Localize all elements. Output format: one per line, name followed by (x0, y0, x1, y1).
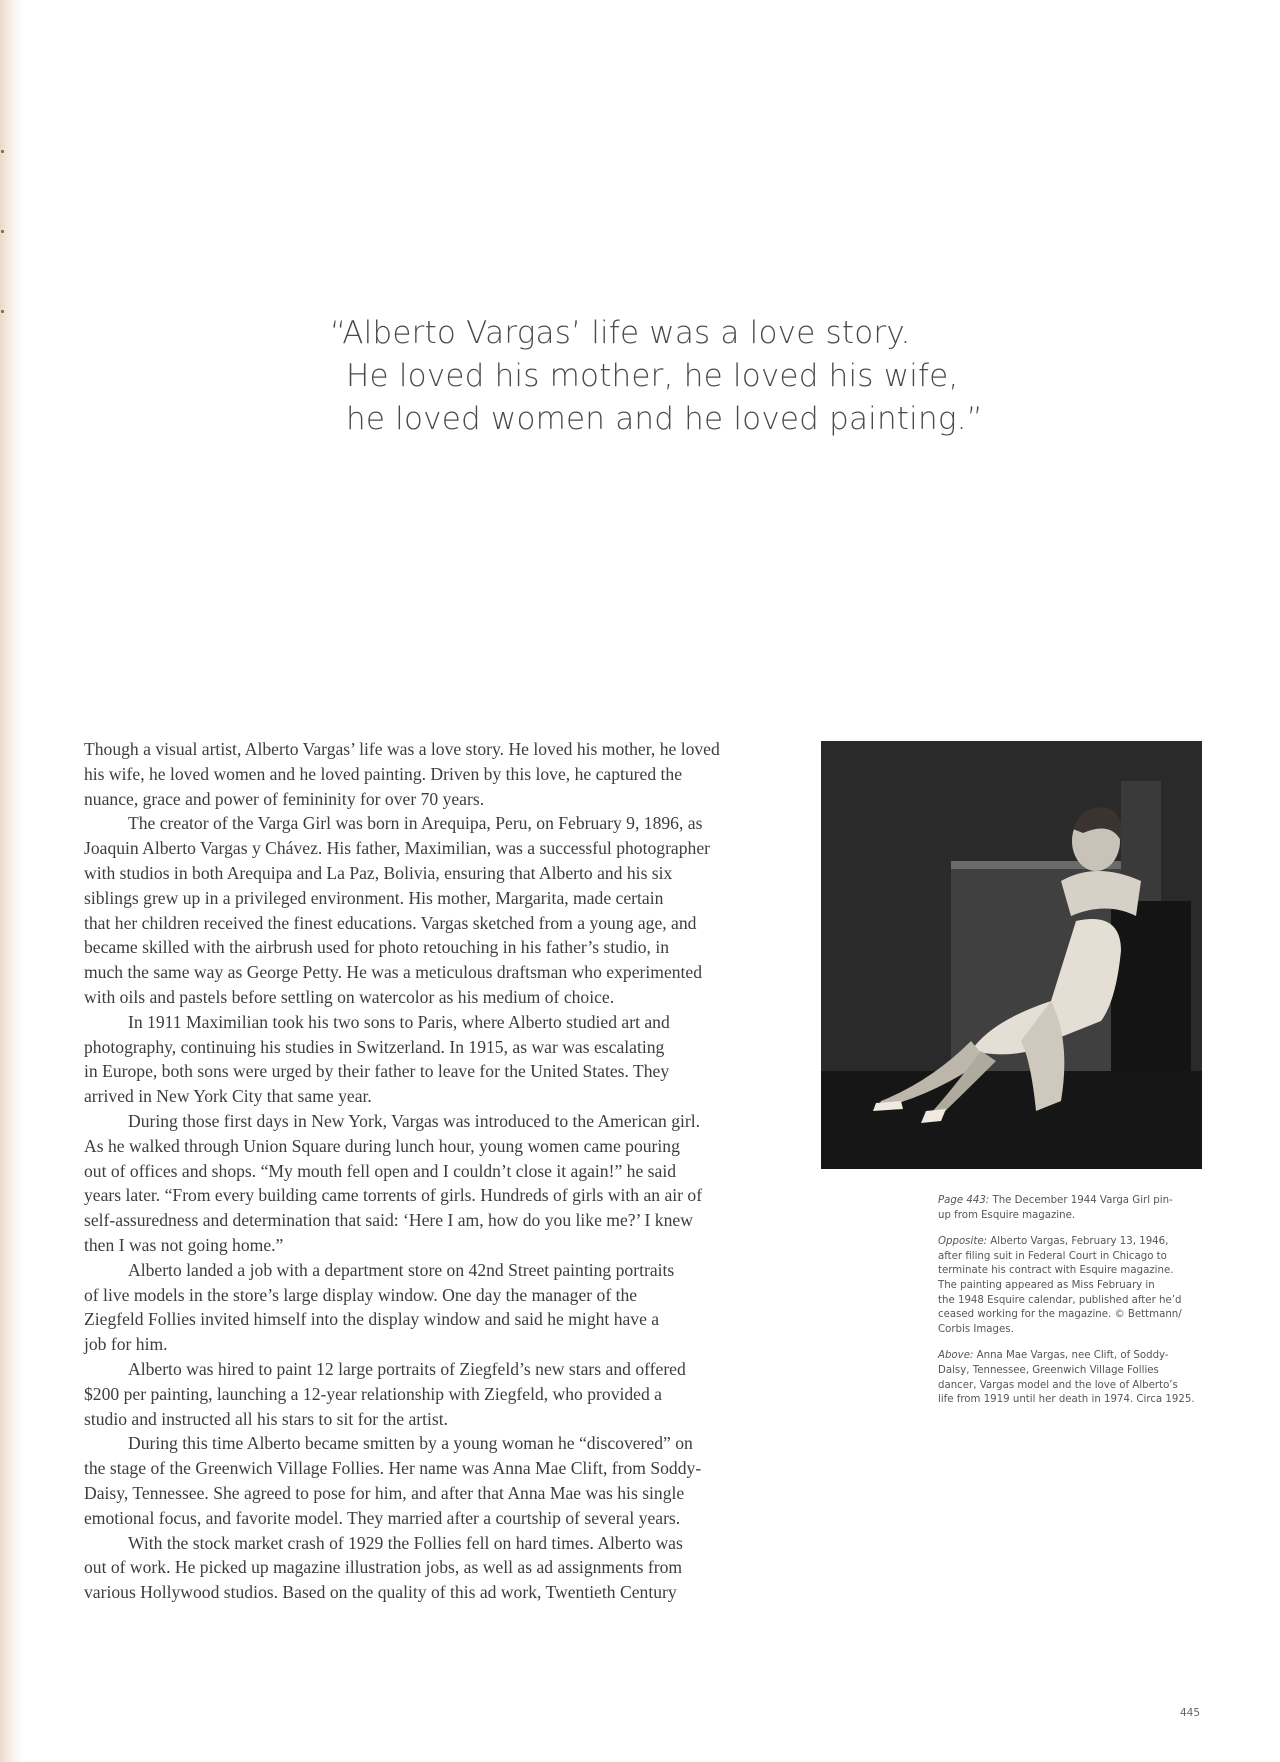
body-line: Alberto landed a job with a department store on 42nd Street painting portraits (128, 1259, 675, 1280)
caption-label: Opposite: (938, 1236, 988, 1248)
body-line: arrived in New York City that same year. (84, 1086, 372, 1107)
body-line: studio and instructed all his stars to sit for the artist. (84, 1408, 449, 1429)
caption-text: The December 1944 Varga Girl pin- (992, 1195, 1173, 1206)
page-number: 445 (1180, 1707, 1201, 1719)
body-line: then I was not going home.” (84, 1234, 284, 1255)
body-line: of live models in the store’s large display window. One day the manager of the (84, 1284, 638, 1305)
photo-anna-mae-vargas (821, 741, 1202, 1169)
body-line: With the stock market crash of 1929 the Follies fell on hard times. Alberto was (128, 1532, 683, 1553)
caption-opposite (938, 1235, 1208, 1337)
body-line: Though a visual artist, Alberto Vargas’ life was a love story. He loved his mother, he loved (84, 739, 720, 759)
body-line: various Hollywood studios. Based on the quality of this ad work, Twentieth Century (84, 1582, 677, 1603)
pull-quote (330, 312, 983, 441)
body-line: During those first days in New York, Vargas was introduced to the American girl. (128, 1110, 701, 1131)
pull-quote-line: he loved women and he loved painting.” (346, 401, 983, 437)
caption-line: terminate his contract with Esquire magazine. (938, 1265, 1174, 1277)
caption-line (938, 1349, 1208, 1364)
body-line: emotional focus, and favorite model. They married after a courtship of several years. (84, 1507, 681, 1528)
caption-line: the 1948 Esquire calendar, published after he’d (938, 1294, 1182, 1306)
spine-mark (1, 150, 4, 153)
caption-above (938, 1349, 1208, 1407)
caption-line: The painting appeared as Miss February in (938, 1279, 1155, 1291)
caption-label: Page 443: (938, 1195, 990, 1206)
body-line: out of offices and shops. “My mouth fell open and I couldn’t close it again!” he said (84, 1160, 677, 1181)
photo-illustration (821, 741, 1202, 1169)
body-line: nuance, grace and power of femininity for over 70 years. (84, 788, 485, 809)
body-line: out of work. He picked up magazine illustration jobs, as well as ad assignments from (84, 1557, 683, 1578)
body-line: As he walked through Union Square during lunch hour, young women came pouring (84, 1135, 680, 1156)
caption-label: Above: (938, 1350, 974, 1362)
body-line: that her children received the finest educations. Vargas sketched from a young age, and (84, 912, 697, 933)
caption-line (938, 1194, 1208, 1209)
caption-text: Anna Mae Vargas, nee Clift, of Soddy- (976, 1350, 1169, 1362)
body-text (84, 737, 784, 1605)
caption-line: after filing suit in Federal Court in Chicago to (938, 1250, 1167, 1262)
body-line: his wife, he loved women and he loved painting. Driven by this love, he captured the (84, 763, 683, 784)
body-line: Alberto was hired to paint 12 large portraits of Ziegfeld’s new stars and offered (128, 1358, 686, 1379)
caption-line: up from Esquire magazine. (938, 1209, 1076, 1221)
caption-line: life from 1919 until her death in 1974. Circa 1925. (938, 1394, 1195, 1406)
caption-line (938, 1235, 1208, 1250)
body-line: years later. “From every building came torrents of girls. Hundreds of girls with an air of (84, 1185, 703, 1206)
spine-mark (1, 230, 4, 233)
pull-quote-line: He loved his mother, he loved his wife, (346, 358, 959, 394)
body-line: with oils and pastels before settling on watercolor as his medium of choice. (84, 986, 615, 1007)
body-line: In 1911 Maximilian took his two sons to Paris, where Alberto studied art and (128, 1011, 670, 1032)
caption-text: Alberto Vargas, February 13, 1946, (990, 1236, 1169, 1248)
body-line: During this time Alberto became smitten by a young woman he “discovered” on (128, 1433, 693, 1454)
body-line: self-assuredness and determination that said: ‘Here I am, how do you like me?’ I knew (84, 1210, 693, 1231)
spine-mark (1, 310, 4, 313)
body-line: with studios in both Arequipa and La Paz, Bolivia, ensuring that Alberto and his six (84, 862, 673, 883)
body-line: photography, continuing his studies in Switzerland. In 1915, as war was escalating (84, 1036, 665, 1057)
body-line: the stage of the Greenwich Village Follies. Her name was Anna Mae Clift, from Soddy- (84, 1458, 702, 1479)
body-line: siblings grew up in a privileged environment. His mother, Margarita, made certain (84, 887, 664, 908)
photo-captions (938, 1194, 1208, 1420)
pull-quote-line: “Alberto Vargas’ life was a love story. (330, 315, 911, 351)
body-line: job for him. (84, 1334, 168, 1355)
body-line: Ziegfeld Follies invited himself into the display window and said he might have a (84, 1309, 660, 1330)
body-line: much the same way as George Petty. He was a meticulous draftsman who experimented (84, 962, 703, 983)
caption-line: Daisy, Tennessee, Greenwich Village Follies (938, 1364, 1159, 1376)
caption-line: ceased working for the magazine. © Bettmann/ (938, 1309, 1182, 1321)
caption-page-443 (938, 1194, 1208, 1223)
book-spine-edge (0, 0, 22, 1762)
caption-line: Corbis Images. (938, 1323, 1014, 1335)
body-line: $200 per painting, launching a 12-year relationship with Ziegfeld, who provided a (84, 1383, 662, 1404)
body-line: The creator of the Varga Girl was born in Arequipa, Peru, on February 9, 1896, as (128, 813, 703, 834)
body-line: Joaquin Alberto Vargas y Chávez. His father, Maximilian, was a successful photographer (84, 838, 711, 859)
body-line: in Europe, both sons were urged by their father to leave for the United States. They (84, 1061, 670, 1082)
body-line: Daisy, Tennessee. She agreed to pose for him, and after that Anna Mae was his single (84, 1482, 685, 1503)
body-line: became skilled with the airbrush used for photo retouching in his father’s studio, in (84, 937, 670, 958)
caption-line: dancer, Vargas model and the love of Alberto’s (938, 1379, 1178, 1391)
